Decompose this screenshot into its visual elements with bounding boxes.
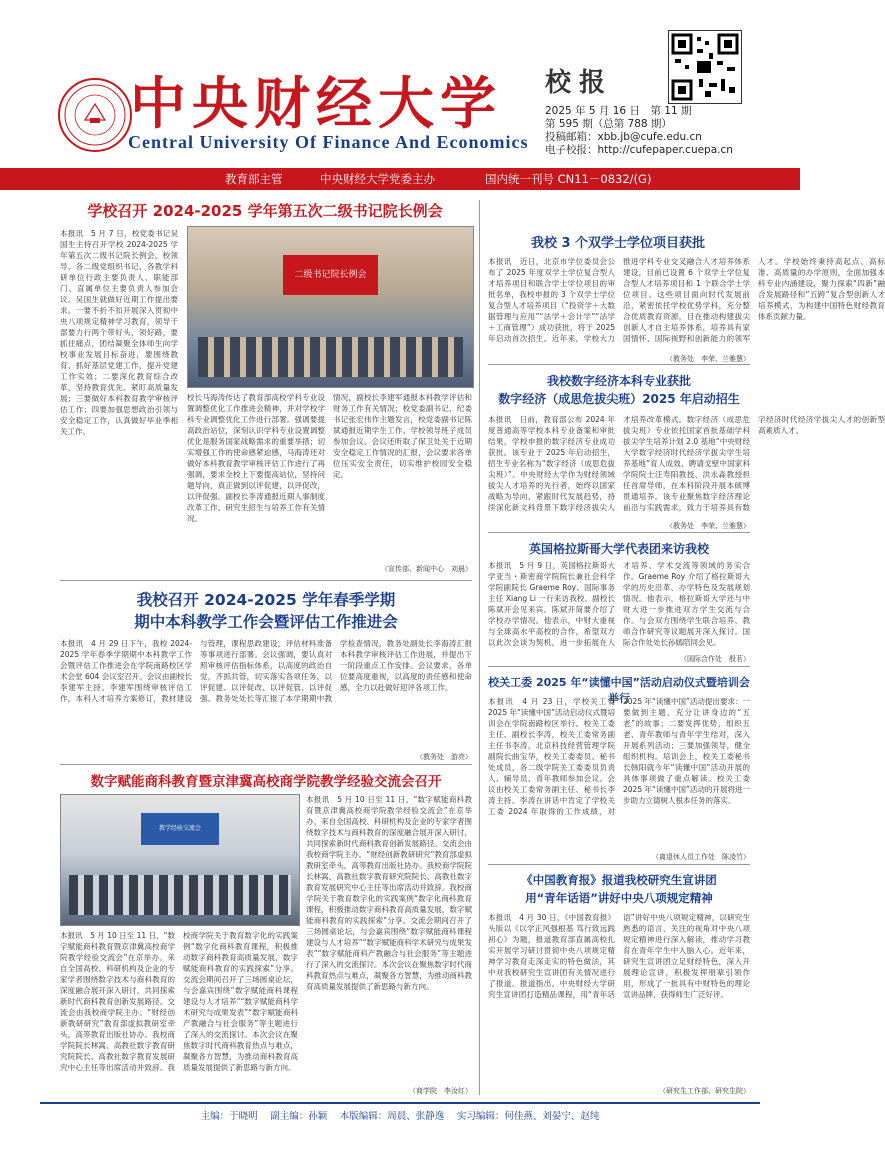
masthead-title: 中央财经大学: [130, 71, 502, 137]
page-editors: 本版编辑：周晨、张静逸: [339, 1111, 445, 1122]
article6-title-line1: 我校召开 2024-2025 学年春季学期: [136, 591, 396, 609]
meeting-screen-banner: 二级书记院长例会: [283, 255, 378, 295]
article8-byline: （研究生工作部、研究生院）: [659, 1087, 750, 1095]
article6-body: 本报讯 4 月 29 日下午，我校 2024-2025 学年春季学期期中本科教学工作会暨评估工作推进会在学院南路校区学术会堂 604 会议室召开。会议由副校长李建军主持。李建军围绕审核评估工作，本科人才培养方案修订，教材建设与管理，课程思政建设，评估材料准备等事项进行部署。会议强调，要认真对照审核评估指标体系，以高度的政治自觉，齐抓共管，切实落实各项任务，以评促建、以评促改、以评促管、以评促强。教务处处长等汇报了本学期期中教学检查情况，教务处副处长李海涛汇报本科教学审核评估工作进展，并提出下一阶段重点工作安排。会议要求，各单位要高度重视，以高度的责任感和使命感，全力以赴做好迎评各项工作。: [60, 639, 472, 703]
article4-title: 英国格拉斯哥大学代表团来访我校: [528, 542, 709, 556]
issue-total: 第 595 期（总第 788 期）: [545, 118, 672, 130]
article2-title: 我校 3 个双学士学位项目获批: [530, 236, 706, 251]
university-seal-logo: [58, 78, 132, 152]
article4-byline: （国际合作处 殷茗）: [680, 655, 750, 663]
article1-col3: 情况，副校长李建军通报本科教学评估和财务工作有关情况；校党委副书记、纪委书记张宏伟作主题发言，校党委副书记陈斌通报近期学生工作。学校领导班子成员参加会议。会议还听取了保卫处关于近期安全稳定工作情况的汇报，会议要求各单位压实安全责任，切实维护校园安全稳定。: [333, 393, 472, 479]
editor-in-chief: 主编：于晓明: [200, 1111, 258, 1122]
article6-title-line2: 期中本科教学工作会暨评估工作推进会: [134, 613, 398, 631]
divider: [488, 364, 750, 365]
article7-byline: （商学院 李汝红）: [409, 1087, 472, 1095]
seal-graphic: [60, 80, 130, 150]
divider: [60, 580, 472, 581]
article7-title: 数字赋能商科教育暨京津冀高校商学院教学经验交流会召开: [90, 774, 442, 790]
article4-body: 本报讯 5 月 9 日，英国格拉斯哥大学亚当・斯密商学院院长兼社会科学学院副院长 Graeme Roy、国际事务主任 Xiang Li 一行来访我校。副校长陈斌开会见来宾。陈斌开简要介绍了学校办学情况。他表示，中财大重视与全球高水平高校的合作，希望双方以此次会谈为契机，进一步拓展在人才培养、学术交流等领域的务实合作。Graeme Roy 介绍了格拉斯哥大学的历史沿革、办学特色及发展规划情况。他表示，格拉斯哥大学还与中财大进一步推进双方学生交流与合作。与会双方围绕学生联合培养、教师合作研究等议题展开深入探讨。国际合作处处长孙嫣陪同会见。: [488, 561, 750, 647]
intern-editors: 实习编辑：何佳燕、刘晏宁、赵纯: [456, 1111, 600, 1122]
column-divider: [479, 200, 480, 1095]
divider: [488, 666, 750, 667]
article2-byline: （教务处 李荣、兰雅慧）: [666, 355, 750, 363]
article2-body: 本报讯 近日，北京市学位委员会公布了 2025 年度双学士学位复合型人才培养项目和联合学士学位项目的审批名单，我校申报的 3 个双学士学位复合型人才培养项目（“投资学＋大数据管理与应用”“法学＋会计学”“法学＋工商管理”）成功获批，将于 2025 年启动首次招生。近年来，学校大力推进学科专业交叉融合人才培养体系建设，目前已设置 6 个双学士学位复合型人才培养项目和 1 个联合学士学位项目。这些项目面向时代发展前沿，紧密依托学校优势学科，充分整合优质教育资源，目在推动构建拔尖创新人才自主培养体系，培养具有家国情怀、国际视野和创新能力的领军人才。学校始终秉持高起点、高标准、高质量的办学原则，全面加强本科专业内涵建设，聚力探索“四新”融合发展路径和“五跨”复合型创新人才培养模式，为构建中国特色财经教育体系贡献力量。: [488, 257, 885, 343]
epaper-link[interactable]: 电子校报：http://cufepaper.cuepa.cn: [545, 144, 733, 156]
submission-email[interactable]: 投稿邮箱：xbb.jb@cufe.edu.cn: [545, 131, 702, 143]
sponsor-party-committee: 中央财经大学党委主办: [320, 172, 435, 186]
audience-rows: [198, 337, 463, 377]
divider: [488, 864, 750, 865]
article1-byline: （宣传部、新闻中心 刘晨）: [381, 565, 472, 573]
article5-byline: （离退休人员工作处 陈凌竹）: [652, 853, 750, 861]
exchange-meeting-photo: [60, 794, 300, 926]
article8-title-line2: 用“青年话语”讲好中央八项规定精神: [525, 891, 713, 905]
article7-body-right: 本报讯 5 月 10 日至 11 日，“数字赋能商科教育暨京津冀高校商学院教学经验交流会”在京举办。来自全国高校、科研机构及企业的专家学者围绕数字技术与商科教育的深度融合展开深入研讨，共同探索新时代商科教育创新发展路径。交流会由我校商学院主办。“财经创新教研研究”教育部虚拟教研室牵头，高等教育出版社协办。我校商学院院长林嵩、高教社数字教育研究院院长、高教社数字教育发展研究中心主任等出席活动并致辞。我校商学院关于教育数字化的实践案例“数字化商科教育课程，积极推动数字商科教育高质量发展，数字赋能商科教育的实践探索”分享。交流会期间召开了三场圆桌论坛，与会嘉宾围绕“数字赋能商科课程建设与人才培养”“数字赋能商科学术研究与成果发表”“数字赋能商科产教融合与社会服务”等主题进行了深入的交流探讨。本次会议在聚焦数字时代商科教育热点与难点，凝聚各方智慧，为推动商科教育高质量发展提供了新思路与新方向。: [306, 795, 472, 991]
issn-number: 国内统一刊号 CN11－0832/(G): [485, 172, 652, 186]
article3-title-line1: 我校数字经济本科专业获批: [546, 374, 691, 388]
article1-col1: 本报讯 5 月 7 日，校党委书记吴国生主持召开学校 2024-2025 学年第五次二级书记院长例会，校领导、各二级党组织书记、各教学科研单位行政主要负责人、职能部门、直属单位主要负责人参加会议。吴国生就做好近期工作提出要求。一要不折不扣开展深入贯彻中央八项规定精神学习教育，领导干部要力行两个带好头，领好路，要抓住痛点，团结凝聚全体师生向学校事业发展目标奋进，要围绕教育、抓好基层党建工作，提升党建工作实效；二要深化教育综合改革，坚持教育优先、紧盯高质量发展；三要做好本科教育教学审核评估工作；四要加强思想政治引领与安全稳定工作，认真做好毕业季相关工作。: [60, 229, 178, 436]
article8-body: 本报讯 4 月 30 日，《中国教育报》头版以《以学正风强根基 笃行致远践初心》为题，报道教育部直属高校扎实开展学习研讨贯彻中央八项规定精神学习教育走深走实的特色做法，其中对我校研究生宣讲团有关情况进行了报道。报道指出，中央财经大学研究生宣讲团打造精品课程，用“青年话语”讲好中央八项规定精神，以研究生熟悉的语言、关注的视角对中央八项规定精神进行深入解读，推动学习教育在青年学生中入脑入心。近年来，研究生宣讲团立足财经特色，深入开展理论宣讲，积极发挥朋辈引领作用，形成了一批具有中财特色的理论宣讲品牌，获得师生广泛好评。: [488, 913, 750, 999]
article1-col2: 校长马海涛传达了教育部高校学科专业设置调整优化工作推进会精神，并对学校学科专业调整优化工作进行部署。强调要提高政治站位，深刻认识学科专业设置调整优化是服务国家战略需求的重要举措；切实增强工作的使命感紧迫感，马海涛还对做好本科教育教学审核评估工作进行了再强调，要求全校上下要提高站位，坚持问题导向，真正做到以评促建，以评促改，以评促强。副校长李涛通报近期人事制度改革工作、研究生招生与培养工作有关情况。: [187, 393, 325, 523]
article8-title-line1: 《中国教育报》报道我校研究生宣讲团: [521, 873, 717, 887]
divider: [60, 764, 472, 765]
paper-type-label: 校报: [545, 68, 614, 98]
article5-title: 校关工委 2025 年“读懂中国”活动启动仪式暨培训会举行: [488, 676, 750, 705]
presentation-screen-text: 教学经验交流会: [158, 825, 201, 832]
article7-body-left: 本报讯 5 月 10 日至 11 日，“数字赋能商科教育暨京津冀高校商学院教学经验交流会”在京举办。来自全国高校、科研机构及企业的专家学者围绕数字技术与商科教育的深度融合展开深入研讨，共同探索新时代商科教育创新发展路径。交流会由我校商学院主办。“财经创新教研研究”教育部虚拟教研室牵头，高等教育出版社协办。我校商学院院长林嵩、高教社数字教育研究院院长、高教社数字教育发展研究中心主任等出席活动并致辞。我校商学院关于教育数字化的实践案例“数字化商科教育课程，积极推动数字商科教育高质量发展，数字赋能商科教育的实践探索”分享。交流会期间召开了三场圆桌论坛，与会嘉宾围绕“数字赋能商科课程建设与人才培养”“数字赋能商科学术研究与成果发表”“数字赋能商科产教融合与社会服务”等主题进行了深入的交流探讨。本次会议在聚焦数字时代商科教育热点与难点，凝聚各方智慧，为推动商科教育高质量发展提供了新思路与新方向。: [60, 931, 298, 1072]
article3-body: 本报讯 日前，教育部公布 2024 年度普通高等学校本科专业备案和审批结果，学校申报的数字经济专业成功获批。该专业于 2025 年启动招生，招生专业名称为“数字经济（成思危拔尖班）”。中央财经大学作为财经领域拔尖人才培养的先行者，始终以国家战略为导向，紧跟时代发展趋势，持续深化新文科背景下数字经济拔尖人才培养改革模式。数字经济（成思危拔尖班）专业依托国家首批基础学科拔尖学生培养计划 2.0 基地“中央财经大学数字经济时代经济学拔尖学生培养基地”育人成效，聘请戈壁中国家科学院院士汪寿阳教授、洪永淼教授担任首席导师，在本科阶段开展本硕博贯通培养。该专业聚焦数字经济理论前沿与实践需求，致力于培养具有数字经济时代经济学拔尖人才的创新型高素质人才。: [488, 415, 885, 512]
article3-byline: （教务处 李荣、兰雅慧）: [666, 522, 750, 530]
article5-body: 本报讯 4 月 23 日，学校关工委 2025 年“读懂中国”活动启动仪式暨培训会在学院南路校区举行。校关工委主任、副校长李涛，校关工委常务副主任书李涛，北京科技经营管理学院副院长曲宝华，校关工委委员、秘书处成员，各二级学院关工委委员负责人、辅导员、青年教师参加会议。会议由校关工委常务副主任、秘书长李涛主持。李涛在讲话中肯定了学校关工委 2024 年取得的工作成绩，对 2025 年“读懂中国”活动提出要求：一要做到主题，充分让讲身边的“五老”的故事；二要发挥优势，组织五老、青年教师与青年学生结对，深入开展系列活动；三要加强领导，健全组织机构。培训会上，校关工委秘书长韩阳就今年“读懂中国”活动开展的具体事项做了重点解读。校关工委 2025 年“读懂中国”活动的开展将进一步助力立德树人根本任务的落实。: [488, 697, 750, 816]
meeting-photo: [187, 226, 474, 388]
audience-rows: [69, 875, 291, 915]
sponsor-bar: [0, 168, 800, 190]
article6-byline: （教务处 游亮）: [416, 753, 472, 761]
editorial-credits: [0, 1108, 800, 1122]
qr-code-icon: [668, 30, 742, 104]
issue-info: [545, 105, 733, 157]
issue-date: 2025 年 5 月 16 日 第 11 期: [545, 105, 692, 117]
article1-title: 学校召开 2024-2025 学年第五次二级书记院长例会: [87, 202, 443, 220]
deputy-editor: 副主编：孙颖: [270, 1111, 328, 1122]
footer-rule: [40, 1102, 760, 1104]
sponsor-ministry: 教育部主管: [225, 172, 283, 186]
divider: [488, 532, 750, 533]
masthead-english-title: Central University Of Finance And Economics: [128, 132, 529, 152]
article3-title-line2: 数字经济（成思危拔尖班）2025 年启动招生: [498, 392, 740, 406]
